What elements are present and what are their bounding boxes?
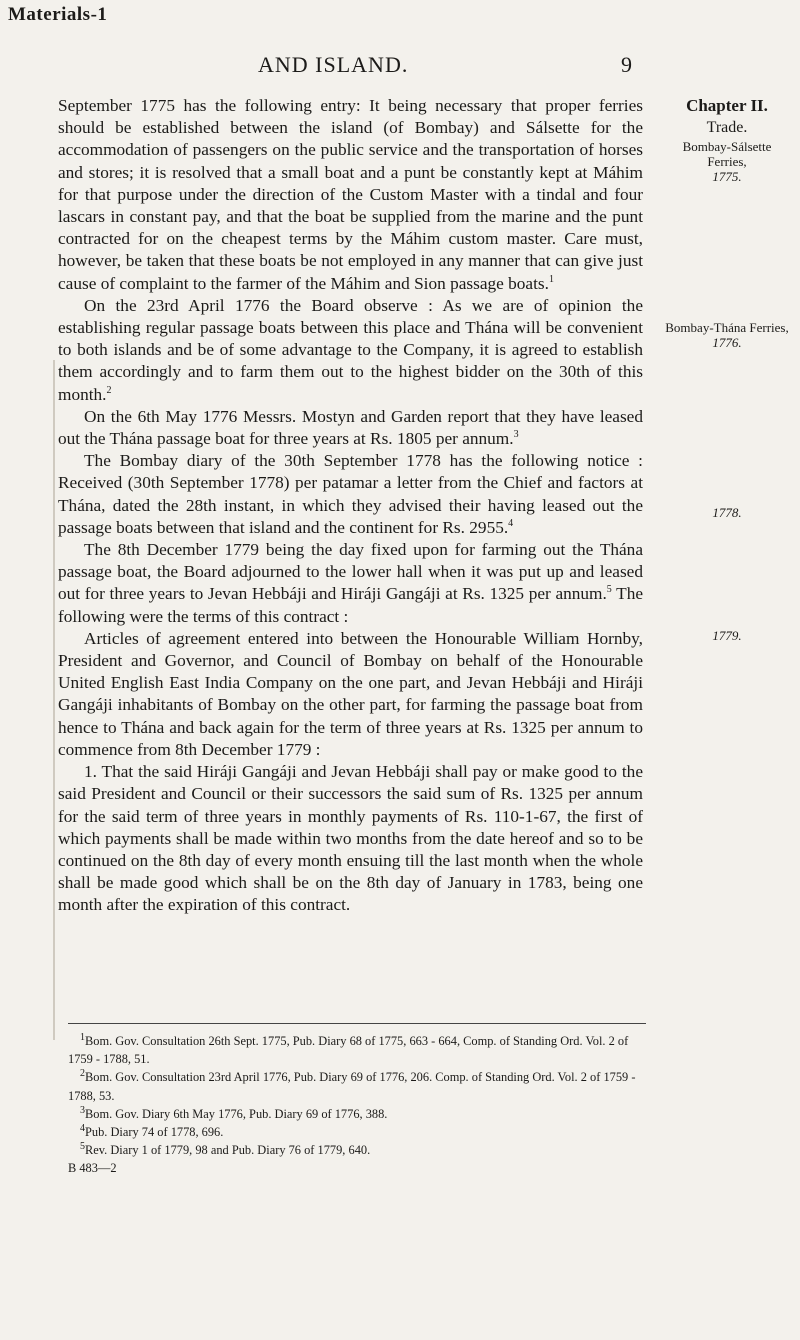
page-number: 9 bbox=[621, 52, 632, 77]
paragraph-5: The 8th December 1779 being the day fixed upon for farming out the Thána passage boat, the Board adjourned to the lower hall when it was put up and leased out for three years to Jevan Hebbáji and Hiráji Gangáji at Rs. 1325 per annum.$^5$ The following were the terms of this contract : bbox=[58, 540, 643, 626]
footnote-rule bbox=[68, 1023, 646, 1024]
footnote: $^4$Pub. Diary 74 of 1778, 696. bbox=[80, 1122, 224, 1140]
margin-note-1778: 1778. bbox=[712, 505, 742, 520]
footnote: $^3$Bom. Gov. Diary 6th May 1776, Pub. Diary 69 of 1776, 388. bbox=[80, 1104, 388, 1121]
running-head: AND ISLAND. bbox=[258, 52, 409, 77]
body-text bbox=[58, 95, 643, 917]
footnotes bbox=[68, 1032, 648, 1178]
margin-note-1779: 1779. bbox=[712, 628, 742, 643]
paragraph-4: The Bombay diary of the 30th September 1778 has the following notice : Received (30th September 1778) per patamar a letter from the Chief and factors at Thána, dated the 28th instant, in which they advised their having leased out the passage boats between that island and the continent for Rs. 2955.$^4$ bbox=[58, 451, 643, 537]
paragraph-7: 1. That the said Hiráji Gangáji and Jevan Hebbáji shall pay or make good to the said President and Council or their successors the said sum of Rs. 1325 per annum for the said term of three years in monthly payments of Rs. 110-1-67, the first of which payments shall be made within two months from the date hereof and so to be continued on the 8th day of every month ensuing till the last month when the whole shall be made good which shall be on the 8th day of January in 1783, being one month after the expiration of this contract. bbox=[58, 762, 643, 915]
paragraph-2: On the 23rd April 1776 the Board observe : As we are of opinion the establishing regular passage boats between this place and Thána will be convenient to both islands and be of some advantage to the Company, it is agreed to establish them accordingly and to farm them out to the highest bidder on the 30th of this month.$^2$ bbox=[58, 295, 643, 404]
paragraph-3: On the 6th May 1776 Messrs. Mostyn and Garden report that they have leased out the Thána passage boat for three years at Rs. 1805 per annum.$^3$ bbox=[58, 406, 643, 449]
margin-note-1776: Bombay-Thána Ferries, 1776. bbox=[665, 320, 789, 350]
signature-mark: B 483—2 bbox=[68, 1161, 117, 1176]
paragraph-1: September 1775 has the following entry: It being necessary that proper ferries should be established between the island (of Bombay) and Sálsette for the accommodation of passengers on the public service and the transportation of horses and stores; it is resolved that a small boat and a punt be constantly kept at Máhim for that purpose under the direction of the Custom Master with a tindal and four lascars in constant pay, and that the boat be supplied from the marine and the punt contracted for on the cheapest terms by the Máhim custom master. Care must, however, be taken that these boats be not employed in any manner that can give just cause of complaint to the farmer of the Máhim and Sion passage boats.$^1$ bbox=[58, 96, 643, 293]
binding-edge bbox=[53, 360, 55, 1040]
footnote: $^5$Rev. Diary 1 of 1779, 98 and Pub. Diary 76 of 1779, 640. bbox=[80, 1141, 371, 1158]
paragraph-6: Articles of agreement entered into between the Honourable William Hornby, President and Governor, and Council of Bombay on behalf of the Honourable United English East India Company on the one part, and Jevan Hebbáji and Hiráji Gangáji inhabitants of Bombay on the other part, for farming the passage boat from hence to Thána and back again for the term of three years at Rs. 1325 per annum to commence from 8th December 1779 : bbox=[58, 628, 643, 759]
margin-note-chapter: Chapter II. Trade. Bombay-Sálsette Ferries, 1775. bbox=[682, 96, 772, 184]
footnote: $^1$Bom. Gov. Consultation 26th Sept. 1775, Pub. Diary 68 of 1775, 663 - 664, Comp. of Standing Ord. Vol. 2 of 1759 - 1788, 51. bbox=[68, 1031, 629, 1067]
corner-label: Materials-1 bbox=[8, 4, 108, 25]
footnote: $^2$Bom. Gov. Consultation 23rd April 1776, Pub. Diary 69 of 1776, 206. Comp. of Standing Ord. Vol. 2 of 1759 - 1788, 53. bbox=[68, 1068, 636, 1103]
